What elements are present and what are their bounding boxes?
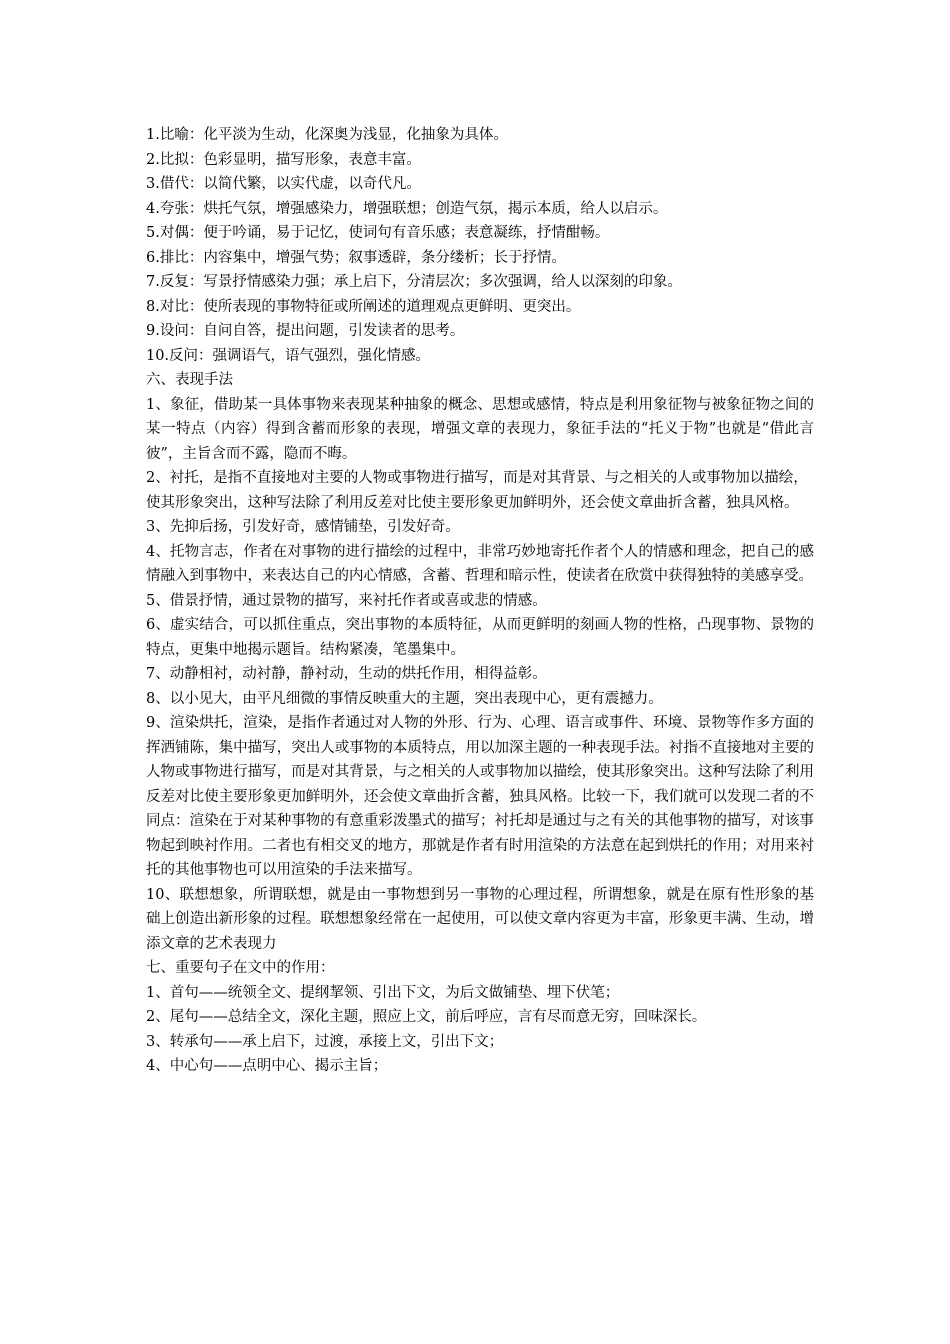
paragraph-5: 5.对偶：便于吟诵，易于记忆，使词句有音乐感；表意凝练，抒情酣畅。 [146,225,610,241]
paragraph-24: 3、转承句——承上启下，过渡，承接上文，引出下文； [146,1033,504,1050]
paragraph-23: 2、尾句——总结全文，深化主题，照应上文，前后呼应，言有尽而意无穷，回味深长。 [146,1009,707,1025]
paragraph-16: 5、借景抒情，通过景物的描写，来衬托作者或喜或悲的情感。 [146,592,547,609]
paragraph-18: 7、动静相衬，动衬静，静衬动，生动的烘托作用，相得益彰。 [146,666,547,682]
section-heading-6: 六、表现手法 [146,372,233,388]
paragraph-3: 3.借代：以简代繁，以实代虚，以奇代凡。 [146,176,421,192]
paragraph-11: 1、象征，借助某一具体事物来表现某种抽象的概念、思想或感情，特点是利用象征物与被象征物之间的某一特点（内容）得到含蓄而形象的表现，增强文章的表现力，象征手法的“托义于物”也就是“借此言彼”，主旨含而不露，隐而不晦。 [146,396,814,462]
paragraph-22: 1、首句——统领全文、提纲挈领、引出下文，为后文做铺垫、埋下伏笔； [146,984,620,1001]
paragraph-20: 9、渲染烘托，渲染，是指作者通过对人物的外形、行为、心理、语言或事件、环境、景物等作多方面的挥洒铺陈，集中描写，突出人或事物的本质特点，用以加深主题的一种表现手法。衬指不直接地对主要的人物或事物进行描写，而是对其背景，与之相关的人或事物加以描绘，使其形象突出。这种写法除了利用反差对比使主要形象更加鲜明外，还会使文章曲折含蓄，独具风格。比较一下，我们就可以发现二者的不同点：渲染在于对某种事物的有意重彩泼墨式的描写；衬托却是通过与之有关的其他事物的描写，对该事物起到映衬作用。二者也有相交叉的地方，那就是作者有时用渲染的方法意在起到烘托的作用；对用来衬托的其他事物也可以用渲染的手法来描写。 [146,715,814,878]
paragraph-17: 6、虚实结合，可以抓住重点，突出事物的本质特征，从而更鲜明的刻画人物的性格，凸现事物、景物的特点，更集中地揭示题旨。结构紧凑，笔墨集中。 [146,617,814,658]
paragraph-7: 7.反复：写景抒情感染力强；承上启下，分清层次；多次强调，给人以深刻的印象。 [146,274,682,290]
paragraph-14: 3、先抑后扬，引发好奇，感情铺垫，引发好奇。 [146,519,460,535]
paragraph-8: 8.对比：使所表现的事物特征或所阐述的道理观点更鲜明、更突出。 [146,298,581,315]
paragraph-25: 4、中心句——点明中心、揭示主旨； [146,1058,388,1074]
paragraph-10: 10.反问：强调语气，语气强烈，强化情感。 [146,347,431,364]
paragraph-15: 4、托物言志，作者在对事物的进行描绘的过程中，非常巧妙地寄托作者个人的情感和理念，把自己的感情融入到事物中，来表达自己的内心情感，含蓄、哲理和暗示性，使读者在欣赏中获得独特的美感享受。 [146,543,814,584]
paragraph-4: 4.夸张：烘托气氛，增强感染力，增强联想；创造气氛，揭示本质，给人以启示。 [146,200,668,217]
paragraph-6: 6.排比：内容集中，增强气势；叙事透辟，条分缕析；长于抒情。 [146,249,566,266]
paragraph-21: 10、联想想象，所谓联想，就是由一事物想到另一事物的心理过程，所谓想象，就是在原有性形象的基础上创造出新形象的过程。联想想象经常在一起使用，可以使文章内容更为丰富，形象更丰满、生动，增添文章的艺术表现力 [146,886,814,952]
paragraph-19: 8、以小见大，由平凡细微的事情反映重大的主题，突出表现中心，更有震撼力。 [146,690,663,707]
document-body [146,123,814,1079]
section-heading-7: 七、重要句子在文中的作用： [146,960,335,976]
paragraph-9: 9.设问：自问自答，提出问题，引发读者的思考。 [146,323,465,339]
paragraph-12: 2、衬托，是指不直接地对主要的人物或事物进行描写，而是对其背景、与之相关的人或事物加以描绘， [146,470,808,486]
paragraph-1: 1.比喻：化平淡为生动，化深奥为浅显，化抽象为具体。 [146,127,508,143]
paragraph-2: 2.比拟：色彩显明，描写形象，表意丰富。 [146,151,421,168]
paragraph-13: 使其形象突出，这种写法除了利用反差对比使主要形象更加鲜明外，还会使文章曲折含蓄，独具风格。 [146,494,799,511]
